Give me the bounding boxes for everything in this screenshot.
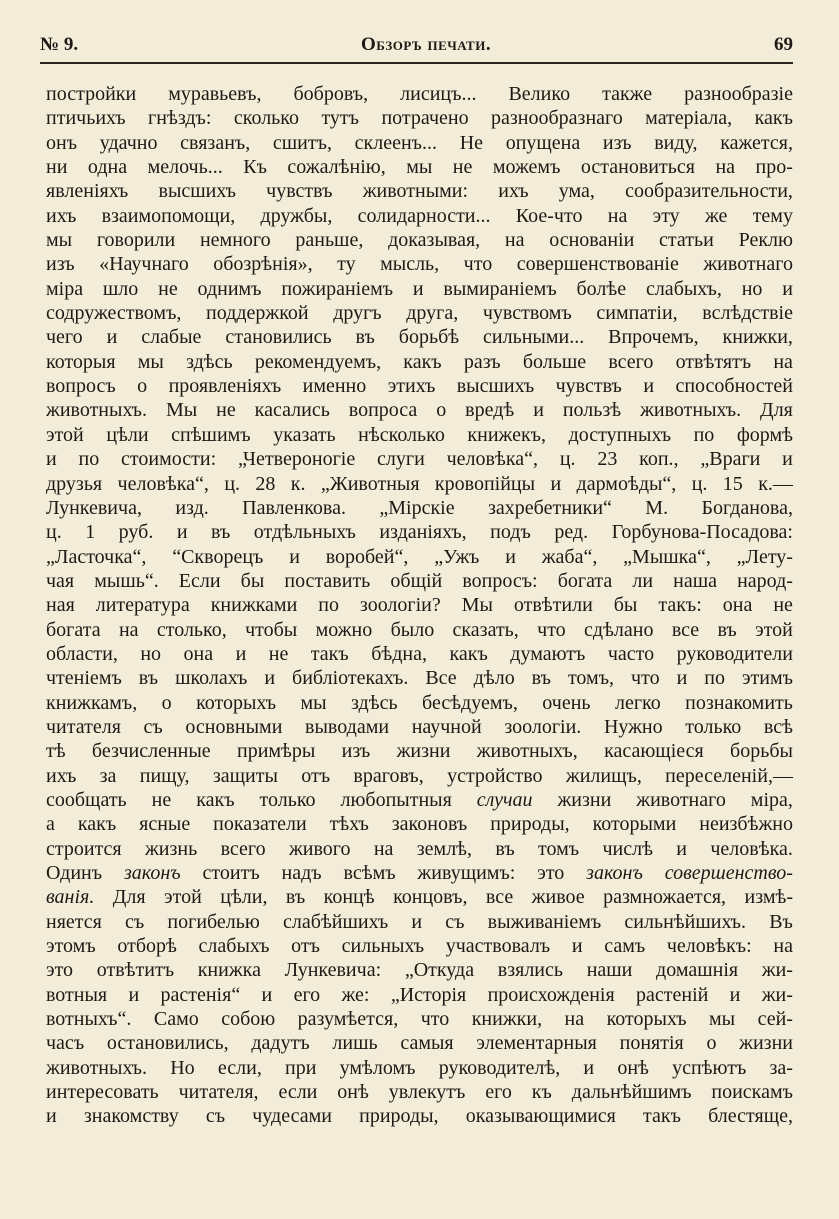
text-line: и по стоимости: „Четвероногіе слуги человѣка“, ц. 23 коп., „Враги и [46,448,793,471]
header-rule [40,62,793,64]
text-line: читателя съ основными выводами научной зоологіи. Нужно только всѣ [46,715,793,738]
text-line: богата на столько, чтобы можно было сказать, что сдѣлано все въ этой [46,618,793,641]
text-line: вотныя и растенія“ и его же: „Исторія происхожденія растеній и жи- [46,983,793,1006]
text-line: явленіяхъ высшихъ чувствъ животными: ихъ ума, сообразительности, [46,180,793,203]
text-line: интересовать читателя, если онѣ увлекутъ его къ дальнѣйшимъ поискамъ [46,1081,793,1104]
issue-number: № 9. [40,34,79,55]
text-line: Лункевича, изд. Павленкова. „Мірскіе захребетники“ М. Богданова, [46,496,793,519]
section-title: Обзоръ печати. [361,34,492,55]
text-line: строится жизнь всего живого на землѣ, въ томъ числѣ и человѣка. [46,837,793,860]
text-line: изъ «Научнаго обозрѣнія», ту мысль, что совершенствованіе животнаго [46,253,793,276]
text-line: „Ласточка“, “Скворецъ и воробей“, „Ужъ и жаба“, „Мышка“, „Лету- [46,545,793,568]
text-line: ц. 1 руб. и въ отдѣльныхъ изданіяхъ, подъ ред. Горбунова-Посадова: [46,521,793,544]
text-line: ная литература книжками по зоологіи? Мы отвѣтили бы такъ: она не [46,594,793,617]
text-line: чая мышь“. Если бы поставить общій вопросъ: богата ли наша народ- [46,569,793,592]
page-number: 69 [774,34,793,55]
text-line: ванія. Для этой цѣли, въ концѣ концовъ, все живое размножается, измѣ- [46,886,793,909]
text-line: міра шло не однимъ пожираніемъ и вымираніемъ болѣе слабыхъ, но и [46,277,793,300]
text-line: этомъ отборѣ слабыхъ отъ сильныхъ участвовалъ и самъ человѣкъ: на [46,935,793,958]
text-line: вотныхъ“. Само собою разумѣется, что книжки, на которыхъ мы сей- [46,1008,793,1031]
body-text [46,82,793,1129]
text-line: чтеніемъ въ школахъ и библіотекахъ. Все дѣло въ томъ, что и по этимъ [46,667,793,690]
text-line: содружествомъ, поддержкой другъ друга, чувствомъ симпатіи, вслѣдствіе [46,302,793,325]
text-line: ихъ взаимопомощи, дружбы, солидарности... Кое-что на эту же тему [46,204,793,227]
text-line: сообщать не какъ только любопытныя случаи жизни животнаго міра, [46,788,793,811]
text-line: а какъ ясные показатели тѣхъ законовъ природы, которыми неизбѣжно [46,813,793,836]
text-line: это отвѣтитъ книжка Лункевича: „Откуда взялись наши домашнія жи- [46,959,793,982]
text-line: вопросъ о проявленіяхъ именно этихъ высшихъ чувствъ и способностей [46,375,793,398]
text-line: ни одна мелочь... Къ сожалѣнію, мы не можемъ остановиться на про- [46,156,793,179]
text-line: друзья человѣка“, ц. 28 к. „Животныя кровопійцы и дармоѣды“, ц. 15 к.— [46,472,793,495]
text-line: которыя мы здѣсь рекомендуемъ, какъ разъ больше всего отвѣтятъ на [46,350,793,373]
text-line: этой цѣли спѣшимъ указать нѣсколько книжекъ, доступныхъ по формѣ [46,423,793,446]
text-line: тѣ безчисленные примѣры изъ жизни животныхъ, касающіеся борьбы [46,740,793,763]
text-line: няется съ погибелью слабѣйшихъ и съ выживаніемъ сильнѣйшихъ. Въ [46,910,793,933]
text-line: часъ остановились, дадутъ лишь самыя элементарныя понятія о жизни [46,1032,793,1055]
text-line: постройки муравьевъ, бобровъ, лисицъ... Велико также разнообразіе [46,83,793,105]
text-line: и знакомству съ чудесами природы, оказывающимися такъ блестяще, [46,1105,793,1128]
text-line: мы говорили немного раньше, доказывая, на основаніи статьи Реклю [46,229,793,252]
text-line: птичьихъ гнѣздъ: сколько тутъ потрачено разнообразнаго матеріала, какъ [46,107,793,130]
text-line: животныхъ. Но если, при умѣломъ руководителѣ, и онѣ успѣютъ за- [46,1056,793,1079]
running-header [40,26,793,56]
text-line: животныхъ. Мы не касались вопроса о вредѣ и пользѣ животныхъ. Для [46,399,793,422]
text-line: чего и слабые становились въ борьбѣ сильными... Впрочемъ, книжки, [46,326,793,349]
text-line: онъ удачно связанъ, сшитъ, склеенъ... Не опущена изъ виду, кажется, [46,131,793,154]
text-line: книжкамъ, о которыхъ мы здѣсь бесѣдуемъ, очень легко познакомить [46,691,793,714]
text-line: области, но она и не такъ бѣдна, какъ думаютъ часто руководители [46,642,793,665]
text-line: ихъ за пищу, защиты отъ враговъ, устройство жилищъ, переселеній,— [46,764,793,787]
text-line: Одинъ законъ стоитъ надъ всѣмъ живущимъ: это законъ совершенство- [46,862,793,884]
